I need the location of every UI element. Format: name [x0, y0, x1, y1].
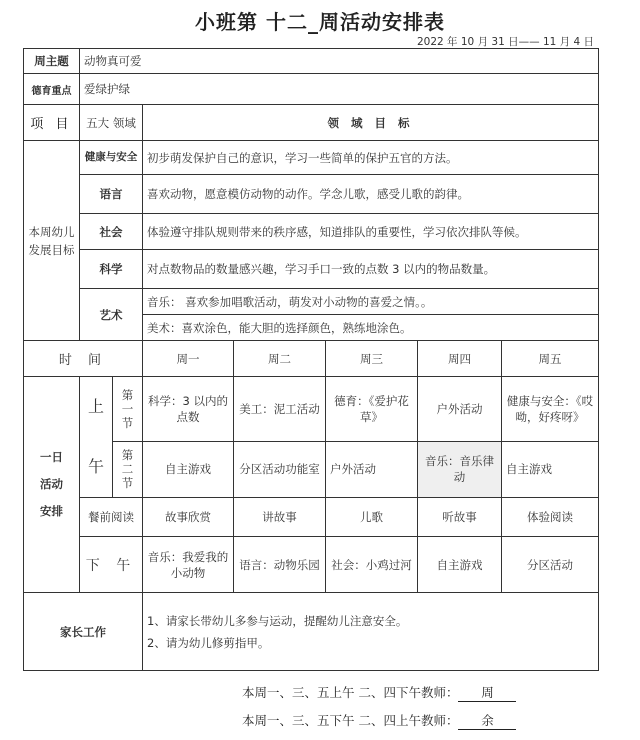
period2-tue: 分区活动功能室: [234, 441, 326, 497]
goal-art-painting: 美术：喜欢涂色，能大胆的选择颜色，熟练地涂色。: [143, 315, 599, 341]
period1-mon: 科学：3 以内的点数: [143, 377, 234, 442]
five-domains-header: 五大 领域: [80, 105, 143, 141]
domain-health: 健康与安全: [80, 141, 143, 175]
period2-mon: 自主游戏: [143, 441, 234, 497]
reading-label: 餐前阅读: [80, 498, 143, 537]
period1-fri: 健康与安全：《哎呦，好疼呀》: [502, 377, 599, 442]
date-range: 2022 年 10 月 31 日—— 11 月 4 日: [416, 36, 594, 48]
domain-language: 语言: [80, 175, 143, 214]
goal-art-music: 音乐： 喜欢参加唱歌活动，萌发对小动物的喜爱之情。。: [143, 289, 599, 315]
period1-label: 第一节: [113, 377, 143, 442]
reading-fri: 体验阅读: [502, 498, 599, 537]
theme-value: 动物真可爱: [80, 49, 599, 74]
daily-schedule-label: 一日活动安排: [24, 377, 80, 593]
time-header: 时 间: [24, 341, 143, 377]
period2-label: 第二节: [113, 441, 143, 497]
theme-label: 周主题: [24, 49, 80, 74]
reading-mon: 故事欣赏: [143, 498, 234, 537]
footer-line-1: [242, 683, 516, 702]
day-wed: 周三: [326, 341, 418, 377]
page-title: 小班第 十二_周活动安排表: [195, 10, 445, 34]
teacher-name-2: 余: [458, 711, 516, 730]
parents-work-label: 家长工作: [24, 593, 143, 671]
day-tue: 周二: [234, 341, 326, 377]
afternoon-fri: 分区活动: [502, 537, 599, 593]
period2-wed: 户外活动: [326, 441, 418, 497]
domain-social: 社会: [80, 214, 143, 250]
day-fri: 周五: [502, 341, 599, 377]
parents-item-2: 2、请为幼儿修剪指甲。: [147, 635, 270, 650]
footer-text-1: 本周一、三、五上午 二、四下午教师：: [242, 685, 459, 700]
parents-item-1: 1、请家长带幼儿多参与运动，提醒幼儿注意安全。: [147, 613, 408, 628]
footer-line-2: [242, 711, 516, 730]
goal-social: 体验遵守排队规则带来的秩序感，知道排队的重要性，学习依次排队等候。: [143, 214, 599, 250]
weekly-goals-label: 本周幼儿发展目标: [24, 141, 80, 341]
day-mon: 周一: [143, 341, 234, 377]
afternoon-label: 下 午: [80, 537, 143, 593]
footer-text-2: 本周一、三、五下午 二、四上午教师：: [242, 713, 459, 728]
period2-fri: 自主游戏: [502, 441, 599, 497]
period1-tue: 美工：泥工活动: [234, 377, 326, 442]
afternoon-wed: 社会：小鸡过河: [326, 537, 418, 593]
reading-tue: 讲故事: [234, 498, 326, 537]
reading-wed: 儿歌: [326, 498, 418, 537]
goal-header: 领 域 目 标: [143, 105, 599, 141]
goal-language: 喜欢动物，愿意模仿动物的动作。学念儿歌，感受儿歌的韵律。: [143, 175, 599, 214]
moral-value: 爱绿护绿: [80, 74, 599, 105]
morning-label: 上午: [80, 377, 113, 498]
day-thu: 周四: [418, 341, 502, 377]
goal-health: 初步萌发保护自己的意识，学习一些简单的保护五官的方法。: [143, 141, 599, 175]
reading-thu: 听故事: [418, 498, 502, 537]
parents-work-content: [143, 593, 599, 671]
teacher-name-1: 周: [458, 683, 516, 702]
item-header: 项 目: [24, 105, 80, 141]
goal-science: 对点数物品的数量感兴趣，学习手口一致的点数 3 以内的物品数量。: [143, 250, 599, 289]
period2-thu: 音乐：音乐律动: [418, 441, 502, 497]
period1-wed: 德育：《爱护花草》: [326, 377, 418, 442]
domain-art: 艺术: [80, 289, 143, 341]
schedule-table: [23, 48, 599, 671]
afternoon-thu: 自主游戏: [418, 537, 502, 593]
period1-thu: 户外活动: [418, 377, 502, 442]
afternoon-tue: 语言：动物乐园: [234, 537, 326, 593]
moral-label: 德育重点: [24, 74, 80, 105]
afternoon-mon: 音乐：我爱我的小动物: [143, 537, 234, 593]
domain-science: 科学: [80, 250, 143, 289]
